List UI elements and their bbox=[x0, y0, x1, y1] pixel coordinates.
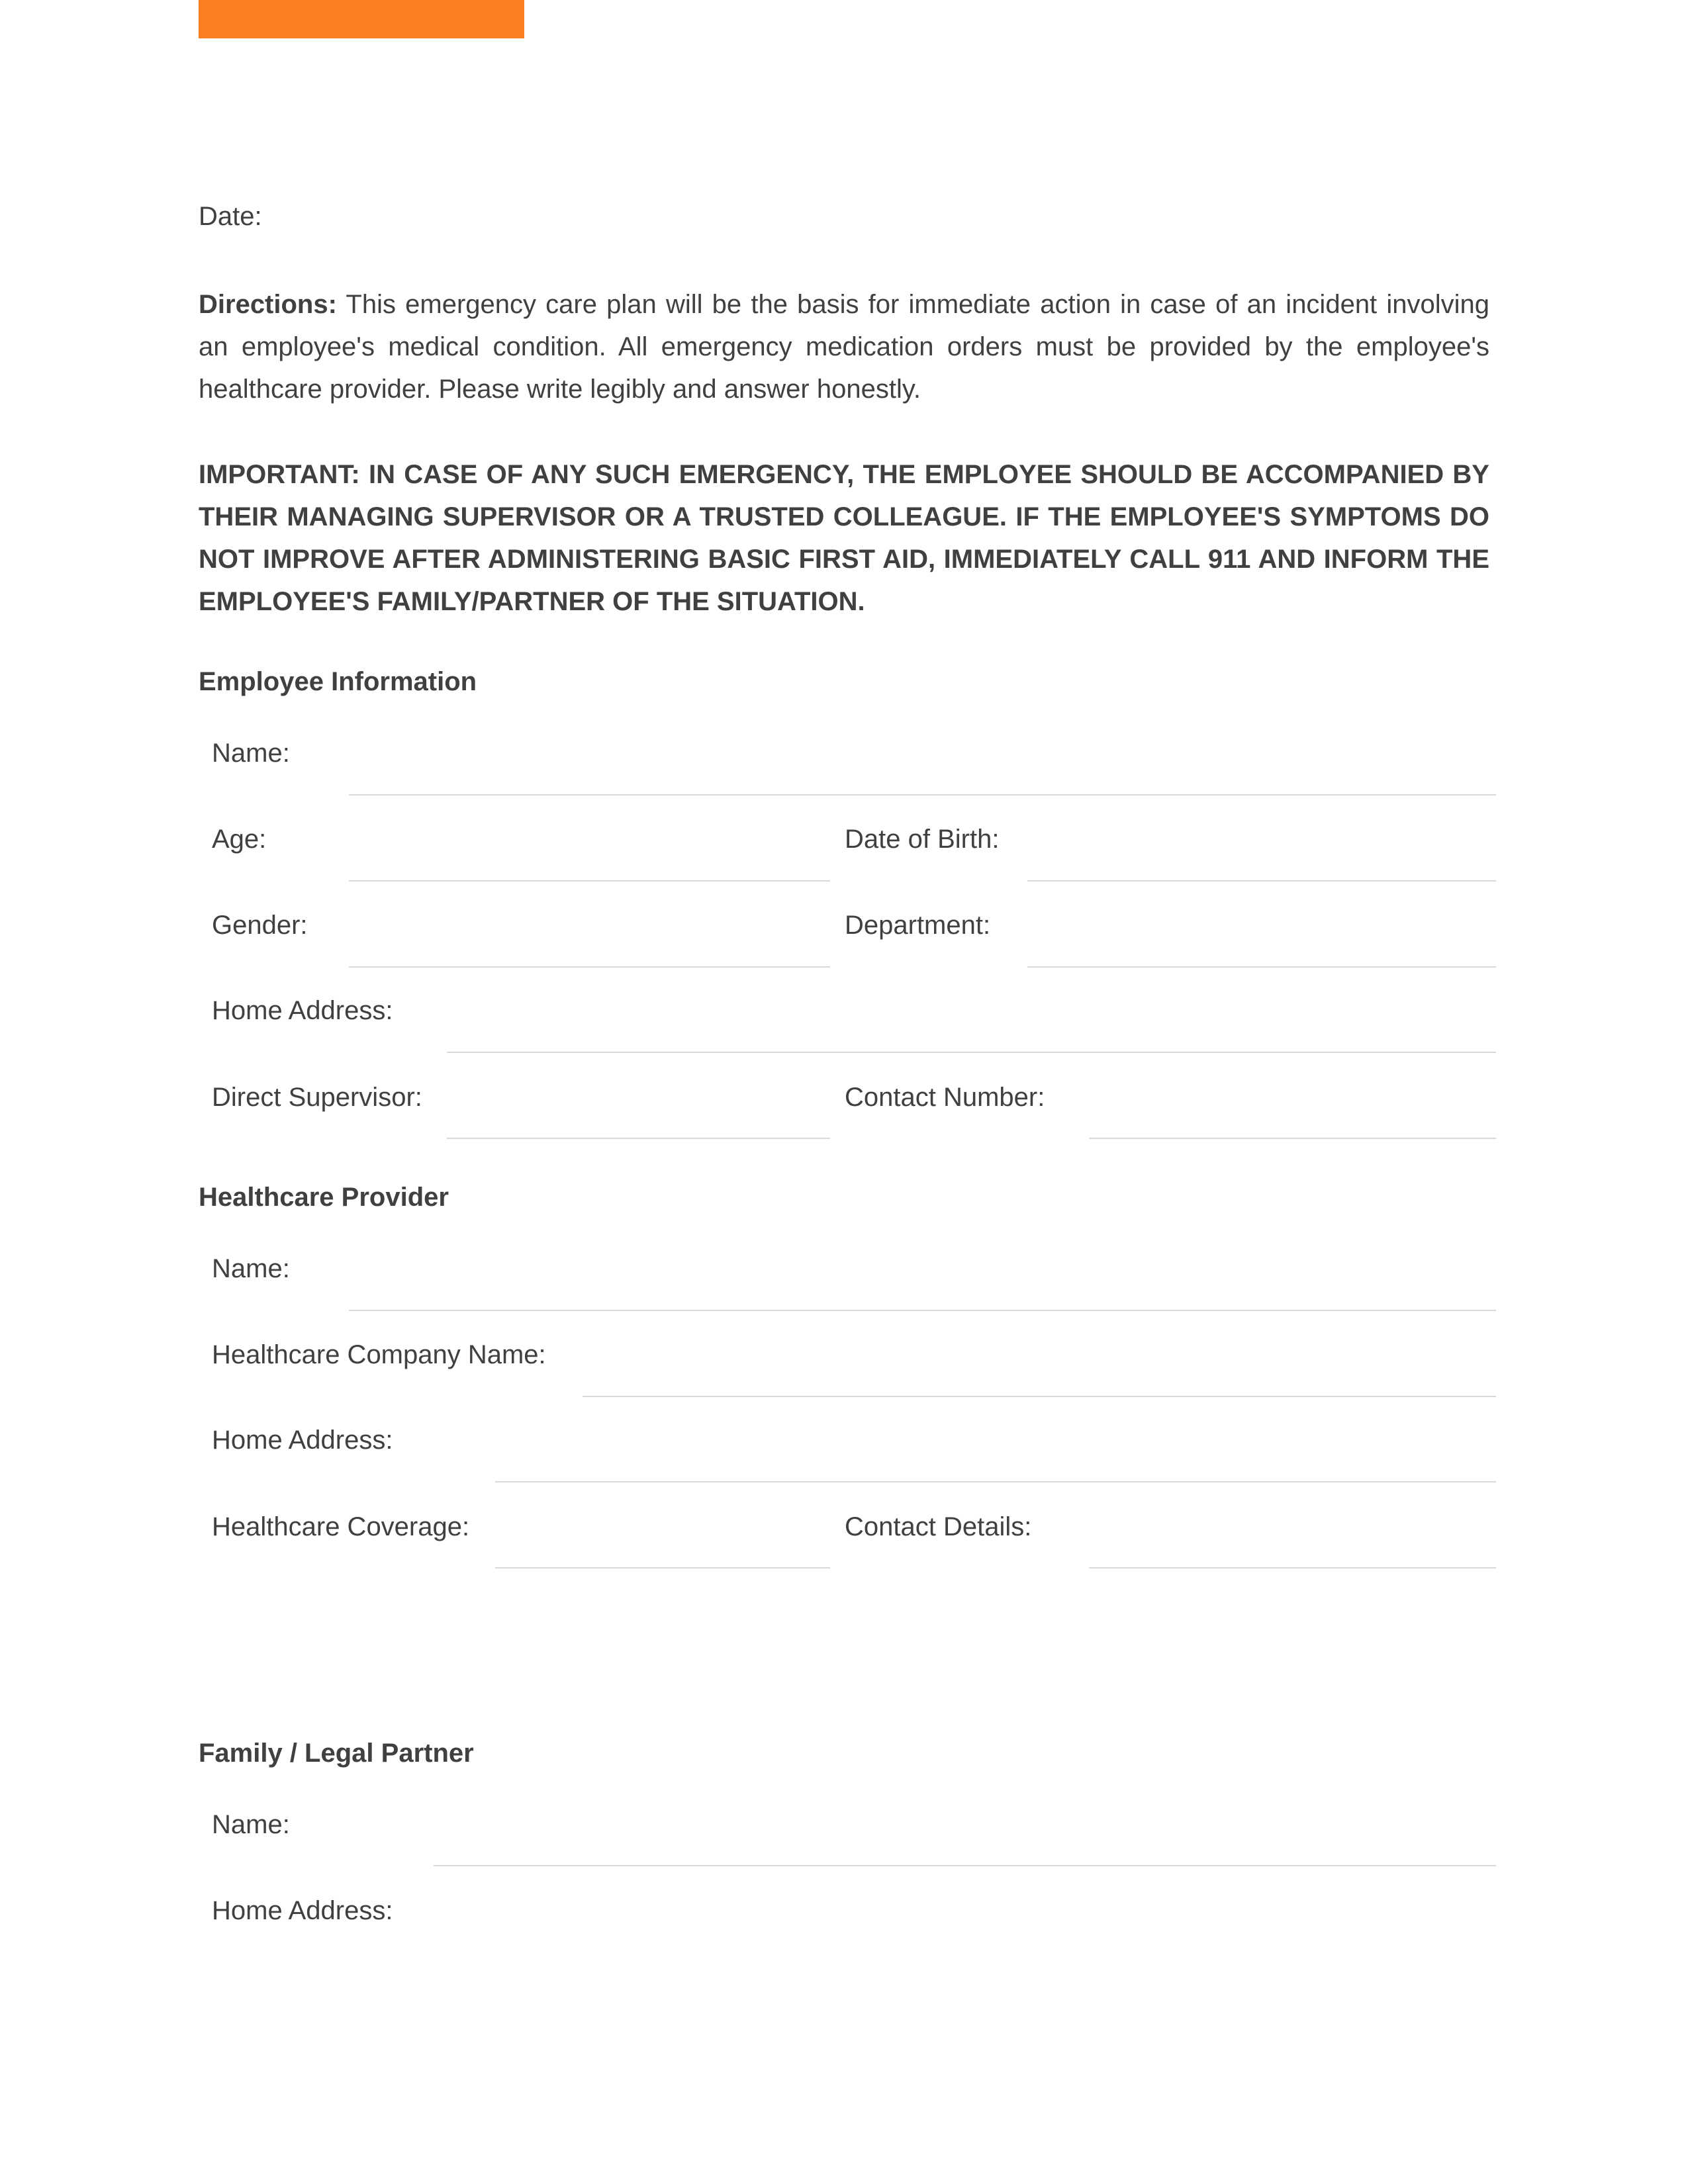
employee-home-address-field[interactable] bbox=[447, 1052, 1496, 1053]
provider-coverage-label: Healthcare Coverage: bbox=[212, 1512, 470, 1541]
employee-department-label: Department: bbox=[845, 911, 991, 940]
employee-age-label: Age: bbox=[212, 825, 267, 854]
provider-company-field[interactable] bbox=[583, 1396, 1496, 1397]
employee-contact-number-field[interactable] bbox=[1089, 1138, 1496, 1139]
provider-contact-details-label: Contact Details: bbox=[845, 1512, 1032, 1541]
employee-name-label: Name: bbox=[212, 739, 290, 768]
provider-name-field[interactable] bbox=[349, 1310, 1496, 1311]
directions-paragraph bbox=[199, 283, 1489, 410]
employee-gender-field[interactable] bbox=[349, 966, 830, 968]
employee-department-field[interactable] bbox=[1027, 966, 1496, 968]
employee-supervisor-field[interactable] bbox=[447, 1138, 830, 1139]
directions-label: Directions: bbox=[199, 290, 337, 319]
family-name-label: Name: bbox=[212, 1810, 290, 1839]
family-section-title: Family / Legal Partner bbox=[199, 1739, 474, 1768]
important-notice: IMPORTANT: IN CASE OF ANY SUCH EMERGENCY, THE EMPLOYEE SHOULD BE ACCOMPANIED BY THEIR MANAGING SUPERVISOR OR A TRUSTED COLLEAGUE. IF THE EMPLOYEE'S SYMPTOMS DO NOT IMPROVE AFTER ADMINISTERING BASIC FIRST AID, IMMEDIATELY CALL 911 AND INFORM THE EMPLOYEE'S FAMILY/PARTNER OF THE SITUATION. bbox=[199, 460, 1489, 616]
date-label: Date: bbox=[199, 202, 262, 231]
employee-name-field[interactable] bbox=[349, 794, 1496, 796]
employee-supervisor-label: Direct Supervisor: bbox=[212, 1083, 422, 1112]
provider-coverage-field[interactable] bbox=[495, 1567, 830, 1569]
employee-home-address-label: Home Address: bbox=[212, 996, 393, 1025]
employee-gender-label: Gender: bbox=[212, 911, 308, 940]
provider-contact-details-field[interactable] bbox=[1089, 1567, 1496, 1569]
provider-company-label: Healthcare Company Name: bbox=[212, 1340, 546, 1369]
employee-dob-field[interactable] bbox=[1027, 880, 1496, 882]
header-accent-bar bbox=[199, 0, 524, 38]
provider-home-address-field[interactable] bbox=[495, 1481, 1496, 1482]
provider-home-address-label: Home Address: bbox=[212, 1426, 393, 1455]
employee-dob-label: Date of Birth: bbox=[845, 825, 1000, 854]
directions-text: This emergency care plan will be the basis for immediate action in case of an incident involving an employee's medical condition. All emergency medication orders must be provided by the employee's healthcare provider. Please write legibly and answer honestly. bbox=[199, 290, 1489, 404]
provider-name-label: Name: bbox=[212, 1254, 290, 1283]
employee-contact-number-label: Contact Number: bbox=[845, 1083, 1045, 1112]
family-home-address-label: Home Address: bbox=[212, 1896, 393, 1925]
employee-age-field[interactable] bbox=[349, 880, 830, 882]
employee-section-title: Employee Information bbox=[199, 667, 477, 696]
provider-section-title: Healthcare Provider bbox=[199, 1183, 449, 1212]
family-name-field[interactable] bbox=[434, 1865, 1496, 1866]
